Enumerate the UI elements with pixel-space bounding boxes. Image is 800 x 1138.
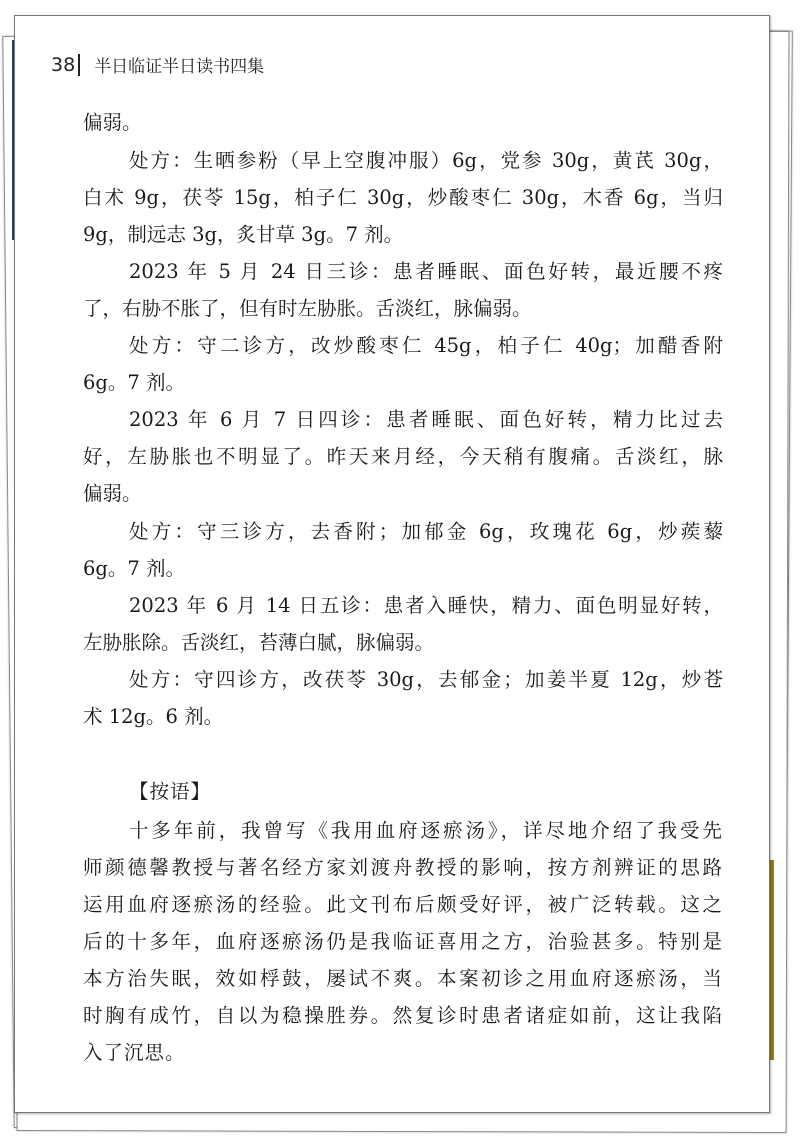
text-line: 术 12g。6 剂。 [83, 705, 224, 728]
text-line: 2023 年 6 月 7 日四诊：患者睡眠、面色好转，精力比过去 [129, 408, 723, 431]
text-line: 2023 年 6 月 14 日五诊：患者入睡快，精力、面色明显好转， [129, 594, 723, 617]
text-line: 处方：守四诊方，改茯苓 30g，去郁金；加姜半夏 12g，炒苍 [129, 668, 723, 691]
commentary-line: 时胸有成竹，自以为稳操胜券。然复诊时患者诸症如前，这让我陷 [83, 1004, 723, 1027]
text-line: 好，左胁胀也不明显了。昨天来月经，今天稍有腹痛。舌淡红，脉 [83, 445, 723, 468]
commentary-heading: 【按语】 [129, 780, 212, 803]
book-page [14, 15, 770, 1113]
commentary-line: 后的十多年，血府逐瘀汤仍是我临证喜用之方，治验甚多。特别是 [83, 930, 723, 953]
text-line: 白术 9g，茯苓 15g，柏子仁 30g，炒酸枣仁 30g，木香 6g，当归 [83, 186, 723, 209]
text-line: 处方：守二诊方，改炒酸枣仁 45g，柏子仁 40g；加醋香附 [129, 334, 723, 357]
text-line: 处方：守三诊方，去香附；加郁金 6g，玫瑰花 6g，炒蒺藜 [129, 520, 723, 543]
text-line: 左胁胀除。舌淡红，苔薄白腻，脉偏弱。 [83, 631, 435, 654]
text-line: 偏弱。 [83, 482, 142, 505]
text-line: 偏弱。 [83, 111, 142, 134]
commentary-line: 十多年前，我曾写《我用血府逐瘀汤》，详尽地介绍了我受先 [129, 819, 723, 842]
commentary-line: 本方治失眠，效如桴鼓，屡试不爽。本案初诊之用血府逐瘀汤，当 [83, 967, 723, 990]
running-header [51, 52, 264, 77]
book-title: 半日临证半日读书四集 [94, 57, 265, 77]
commentary-line: 师颜德馨教授与著名经方家刘渡舟教授的影响，按方剂辨证的思路 [83, 856, 723, 879]
text-line: 2023 年 5 月 24 日三诊：患者睡眠、面色好转，最近腰不疼 [129, 260, 723, 283]
header-divider [78, 54, 80, 76]
commentary-line: 入了沉思。 [83, 1041, 186, 1064]
page-number: 38 [51, 53, 76, 76]
text-line: 了，右胁不胀了，但有时左胁胀。舌淡红，脉偏弱。 [83, 297, 532, 320]
text-line: 处方：生晒参粉（早上空腹冲服）6g，党参 30g，黄芪 30g， [129, 149, 723, 172]
commentary-line: 运用血府逐瘀汤的经验。此文刊布后颇受好评，被广泛转载。这之 [83, 893, 723, 916]
text-line: 9g，制远志 3g，炙甘草 3g。7 剂。 [83, 223, 404, 246]
text-line: 6g。7 剂。 [83, 557, 185, 580]
text-line: 6g。7 剂。 [83, 371, 185, 394]
